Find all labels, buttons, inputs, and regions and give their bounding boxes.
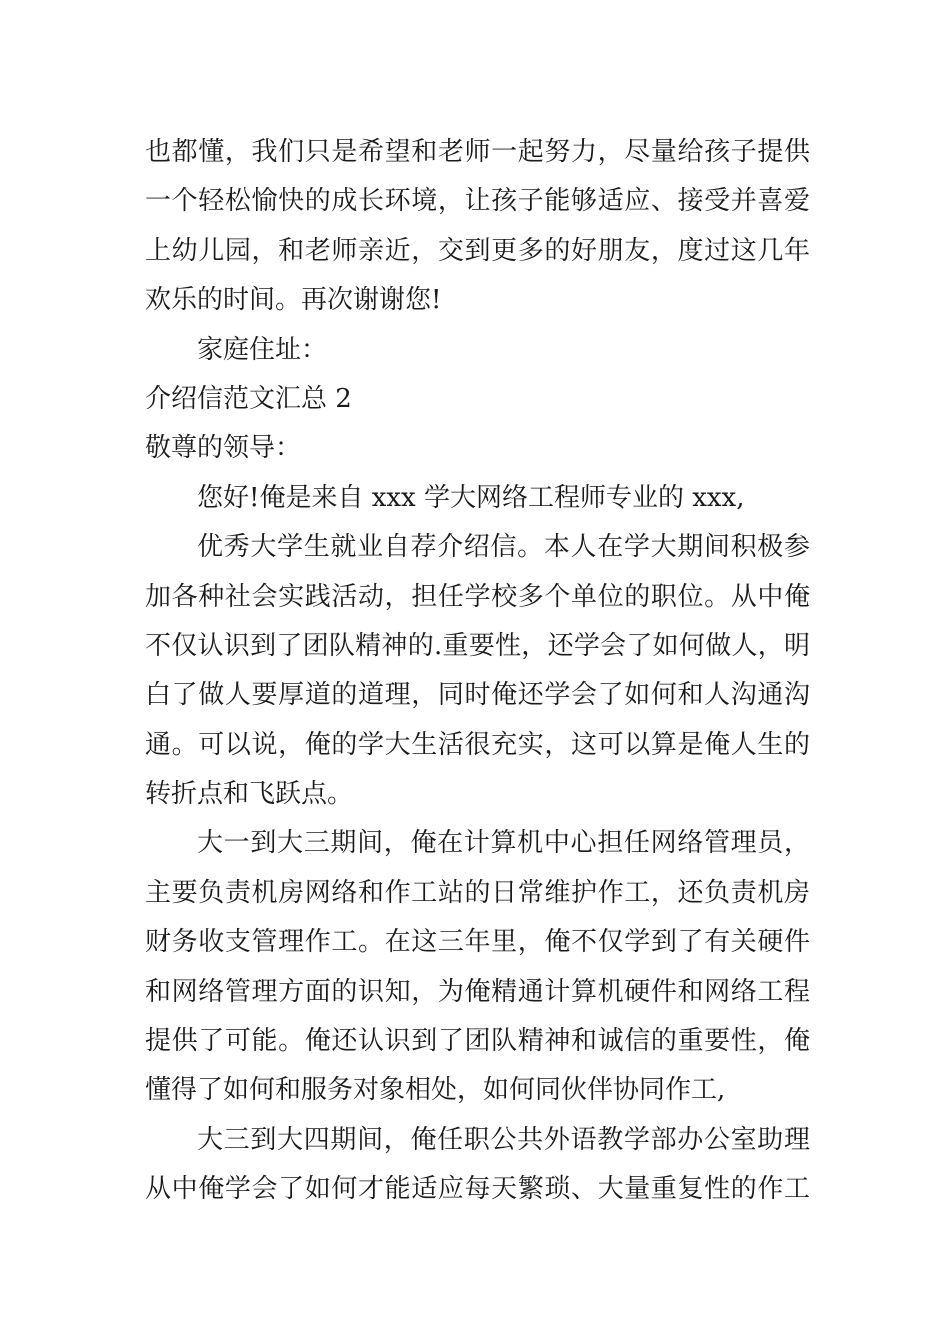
text-line: 提供了可能。俺还认识到了团队精神和诚信的重要性，俺: [145, 1026, 810, 1057]
salutation: 敬尊的领导：: [145, 433, 302, 464]
text-line: 通。可以说，俺的学大生活很充实，这可以算是俺人生的: [145, 729, 810, 760]
text-line: 白了做人要厚道的道理，同时俺还学会了如何和人沟通沟: [145, 680, 810, 711]
text-line: 优秀大学生就业自荐介绍信。本人在学大期间积极参: [197, 532, 810, 563]
text-line: 转折点和飞跃点。: [145, 779, 354, 810]
document-body: [145, 128, 810, 1215]
section-title: 介绍信范文汇总 2: [145, 383, 352, 414]
text-line: 主要负责机房网络和作工站的日常维护作工，还负责机房: [145, 877, 810, 908]
greeting-line: 您好!俺是来自 xxx 学大网络工程师专业的 xxx,: [197, 482, 745, 513]
address-label: 家庭住址：: [197, 334, 328, 365]
text-line: 大三到大四期间，俺任职公共外语教学部办公室助理: [197, 1124, 810, 1155]
text-line: 大一到大三期间，俺在计算机中心担任网络管理员，: [197, 828, 810, 859]
text-line: 不仅认识到了团队精神的.重要性，还学会了如何做人，明: [145, 630, 810, 661]
text-line: 懂得了如何和服务对象相处，如何同伙伴协同作工,: [145, 1075, 726, 1106]
text-line: 从中俺学会了如何才能适应每天繁琐、大量重复性的作工: [145, 1174, 810, 1205]
text-line: 加各种社会实践活动，担任学校多个单位的职位。从中俺: [145, 581, 810, 612]
text-line: 财务收支管理作工。在这三年里，俺不仅学到了有关硬件: [145, 927, 810, 958]
text-line: 和网络管理方面的识知，为俺精通计算机硬件和网络工程: [145, 976, 810, 1007]
text-line: 一个轻松愉快的成长环境，让孩子能够适应、接受并喜爱: [145, 186, 810, 217]
text-line: 也都懂，我们只是希望和老师一起努力，尽量给孩子提供: [145, 137, 810, 167]
text-line: 欢乐的时间。再次谢谢您!: [145, 285, 442, 316]
text-line: 上幼儿园，和老师亲近，交到更多的好朋友，度过这几年: [145, 235, 810, 266]
